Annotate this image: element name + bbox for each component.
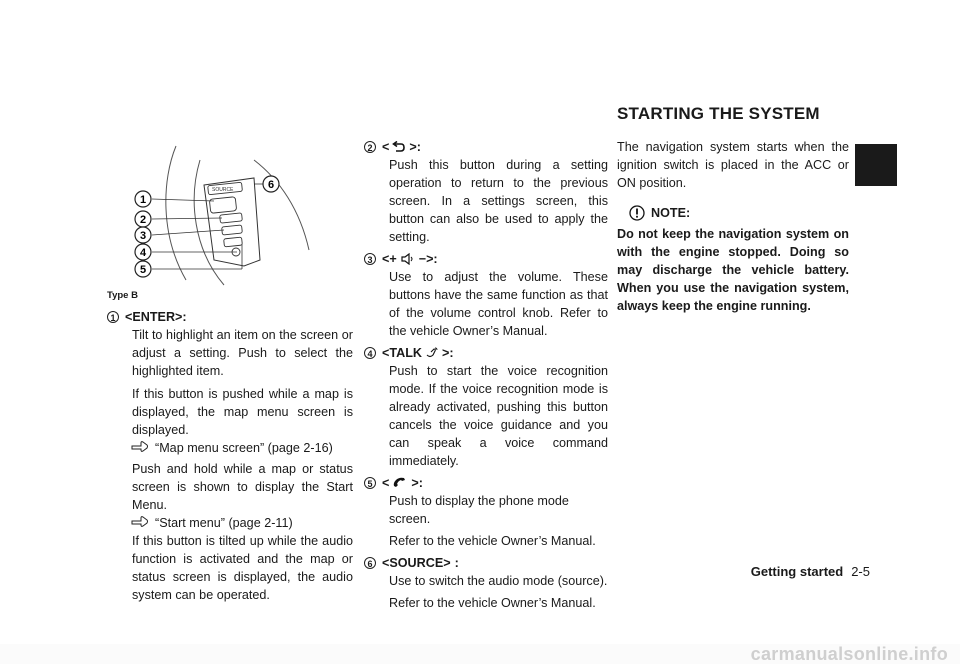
item-number: 4 xyxy=(364,347,376,359)
item-label: <TALK xyxy=(382,346,422,360)
item-6-text: Use to switch the audio mode (source). xyxy=(389,574,608,588)
item-1-text-3: Push and hold while a map or status screen is shown to display the Start Menu. xyxy=(132,462,353,512)
callout-1: 1 xyxy=(139,194,147,206)
item-1-text-4: If this button is tilted up while the audio function is activated and the map or status screen is displayed, the audio system can be operated. xyxy=(132,534,353,602)
page-number: 2-5 xyxy=(851,564,870,579)
phone-icon xyxy=(392,477,408,489)
watermark-text: carmanualsonline.info xyxy=(750,644,948,664)
caution-icon xyxy=(629,205,645,221)
callout-5: 5 xyxy=(139,264,147,276)
item-1-text: Tilt to highlight an item on the screen or adjust a setting. Push to select the highlighted item. xyxy=(132,328,353,378)
reference-text[interactable]: “Map menu screen” (page 2-16) xyxy=(155,441,333,455)
item-number: 1 xyxy=(107,311,119,323)
item-5-text: Push to display the phone mode screen. xyxy=(389,494,569,526)
item-4-text: Push to start the voice recognition mode. If the voice recognition mode is already activated, pushing this button cancels the voice guidance and you can speak a voice command immediately. xyxy=(389,364,608,468)
middle-column xyxy=(364,138,608,612)
reference-text[interactable]: “Start menu” (page 2-11) xyxy=(155,516,293,530)
item-3-text: Use to adjust the volume. These buttons have the same function as that of the volume control knob. Refer to the vehicle Owner’s Manual. xyxy=(389,270,608,338)
left-column xyxy=(107,305,353,604)
item-3-heading xyxy=(364,250,608,268)
reference-hand-icon xyxy=(131,440,149,453)
callout-3: 3 xyxy=(139,230,147,242)
item-6-text-2: Refer to the vehicle Owner’s Manual. xyxy=(389,596,596,610)
item-label: >: xyxy=(411,476,423,490)
callout-4: 4 xyxy=(139,247,147,259)
item-2-heading xyxy=(364,138,608,156)
cross-reference xyxy=(107,514,353,532)
item-label: : xyxy=(454,556,459,570)
note-label: NOTE: xyxy=(651,206,691,220)
steering-wheel-illustration xyxy=(104,140,314,290)
item-label: >: xyxy=(442,346,454,360)
item-number: 6 xyxy=(364,557,376,569)
item-4-heading xyxy=(364,344,608,362)
cross-reference xyxy=(107,439,353,457)
page-footer xyxy=(720,564,870,579)
chapter-tab xyxy=(855,144,897,186)
note-text: Do not keep the navigation system on with the engine stopped. Doing so may discharge the vehicle battery. When you use the navigation system, always keep the engine running. xyxy=(617,227,849,313)
item-1-text-2: If this button is pushed while a map is displayed, the map menu screen is displayed. xyxy=(132,387,353,437)
item-label: <+ xyxy=(382,252,397,266)
item-number: 5 xyxy=(364,477,376,489)
reference-hand-icon xyxy=(131,515,149,528)
figure-caption: Type B xyxy=(107,290,138,301)
item-label: < xyxy=(382,476,390,490)
right-column xyxy=(617,138,849,315)
item-number: 3 xyxy=(364,253,376,265)
section-title: STARTING THE SYSTEM xyxy=(617,104,820,123)
item-number: 2 xyxy=(364,141,376,153)
item-5-heading xyxy=(364,474,608,492)
back-arrow-icon xyxy=(392,141,406,153)
speaker-icon xyxy=(401,253,415,265)
chapter-title: Getting started xyxy=(750,564,844,579)
intro-text: The navigation system starts when the ignition switch is placed in the ACC or ON position. xyxy=(617,140,849,190)
steering-switch-figure xyxy=(104,140,314,290)
watermark-bar xyxy=(0,644,960,664)
callout-2: 2 xyxy=(139,214,147,226)
item-label: −>: xyxy=(418,252,438,266)
item-label: <SOURCE> xyxy=(382,556,451,570)
item-1-heading xyxy=(107,308,353,326)
item-5-text-2: Refer to the vehicle Owner’s Manual. xyxy=(389,534,596,548)
item-6-heading xyxy=(364,554,608,572)
item-label: <ENTER>: xyxy=(125,310,187,324)
item-label: < xyxy=(382,140,390,154)
source-label: SOURCE xyxy=(212,187,234,193)
note-heading xyxy=(629,204,849,222)
talk-icon xyxy=(425,347,439,359)
item-label: >: xyxy=(409,140,421,154)
item-2-text: Push this button during a setting operation to return to the previous screen. In a settings screen, this button can also be used to apply the setting. xyxy=(389,158,608,244)
callout-6: 6 xyxy=(267,179,275,191)
